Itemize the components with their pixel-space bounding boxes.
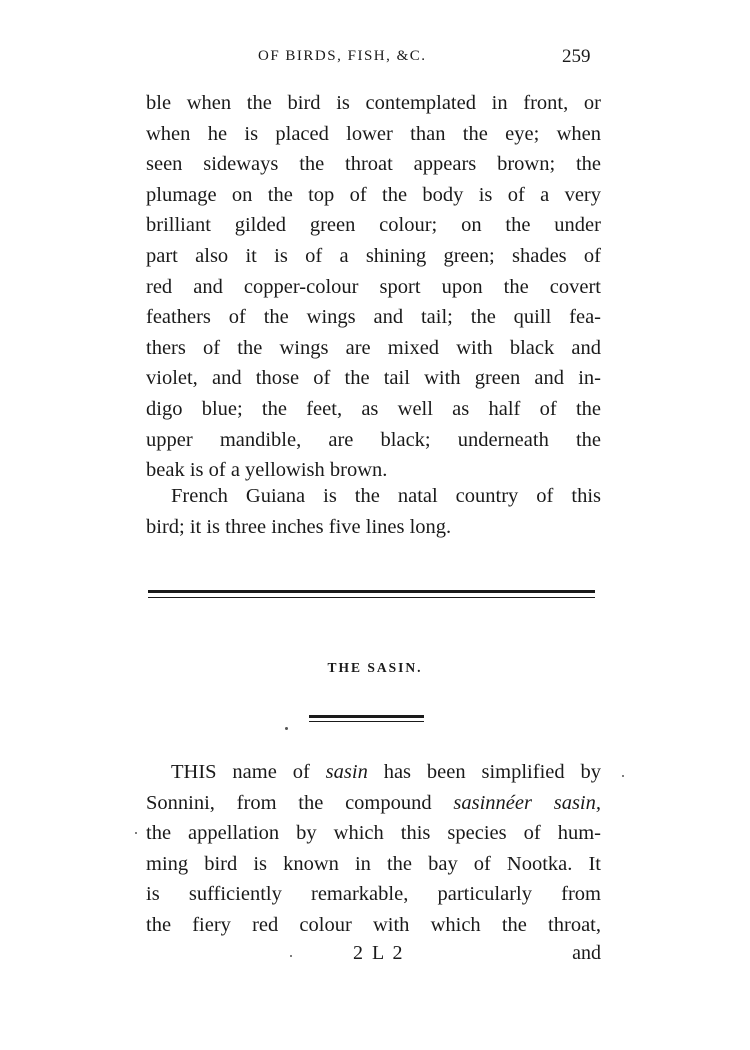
text-run: has been simplified by [367,761,602,783]
page-footer [146,942,601,972]
text-line: ming bird is known in the bay of Nootka. It [146,852,601,875]
text-line: ble when the bird is contemplated in front, or [146,92,601,114]
text-line: violet, and those of the tail with green and in- [146,367,601,390]
running-head: OF BIRDS, FISH, &C. [258,48,427,64]
text-line: the fiery red colour with which the throat, [146,913,601,936]
text-line: brilliant gilded green colour; on the under [146,214,601,237]
rule-thin [309,721,424,722]
text-run: Sonnini, from the compound [146,791,454,814]
paragraph-sasin [146,757,601,941]
text-line: plumage on the top of the body is of a very [146,183,601,206]
title-underline-rule [309,715,424,723]
text-line: seen sideways the throat appears brown; the [146,153,601,176]
section-divider [148,590,595,600]
paragraph-continued [146,88,601,486]
section-title: THE SASIN. [327,660,423,675]
page-number: 259 [562,46,591,67]
text-line: feathers of the wings and tail; the quill fea- [146,306,601,329]
text-line: digo blue; the feet, as well as half of the [146,397,601,420]
catchword: and [572,942,601,964]
text-run: THIS name of [171,761,326,783]
text-line: French Guiana is the natal country of this [171,485,601,507]
text-line [146,757,601,788]
text-line: bird; it is three inches five lines long. [146,515,452,538]
text-line: thers of the wings are mixed with black and [146,336,601,359]
signature-mark: 2 L 2 [353,942,405,964]
text-line: part also it is of a shining green; shades of [146,244,601,267]
italic-term: sasinnéer sasin, [453,791,601,814]
italic-term: sasin [325,761,368,783]
ink-speck [285,727,288,730]
ink-speck [622,775,624,777]
divider-thin-line [148,597,595,598]
text-line: the appellation by which this species of hum- [146,822,601,845]
text-line: is sufficiently remarkable, particularly from [146,883,601,906]
text-line [146,788,601,819]
text-line: beak is of a yellowish brown. [146,459,388,482]
text-line: upper mandible, are black; underneath the [146,428,601,451]
ink-speck [290,955,292,957]
ink-speck [135,832,137,834]
text-line: when he is placed lower than the eye; when [146,122,601,145]
divider-thick-line [148,590,595,593]
rule-thick [309,715,424,718]
text-line: red and copper-colour sport upon the covert [146,275,601,298]
paragraph-guiana [146,481,601,542]
